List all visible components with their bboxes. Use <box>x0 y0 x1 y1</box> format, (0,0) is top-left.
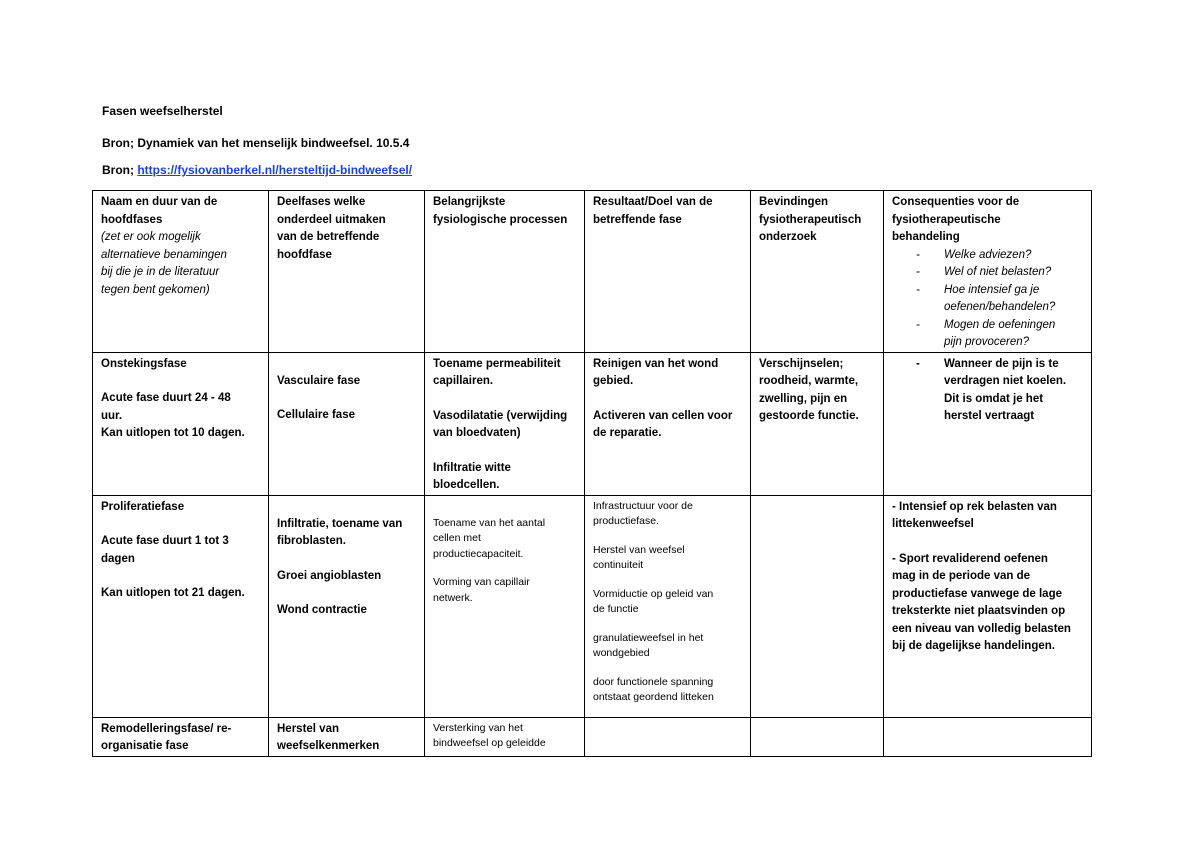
cell-findings <box>751 495 884 717</box>
list-item: - Mogen de oefeningen pijn provoceren? <box>916 318 1056 348</box>
phases-table <box>92 190 1092 757</box>
table-row-proliferation <box>93 495 1092 717</box>
cell-findings <box>751 717 884 756</box>
cell-processes: Versterking van het bindweefsel op geleidde <box>425 717 585 756</box>
cell-phase-name: Onstekingsfase Acute fase duurt 24 - 48 uur. Kan uitlopen tot 10 dagen. <box>93 352 269 495</box>
source-link[interactable]: https://fysiovanberkel.nl/hersteltijd-bindweefsel/ <box>137 163 413 177</box>
header-cell-consequences: Consequenties voor de fysiotherapeutische behandeling - Welke adviezen? - Wel of niet belasten? - Hoe intensief ga je oefenen/behandelen? - Mogen de oefeningen pijn provoceren? <box>884 191 1092 353</box>
cell-phase-name: Proliferatiefase Acute fase duurt 1 tot 3 dagen Kan uitlopen tot 21 dagen. <box>93 495 269 717</box>
table-row-remodelling <box>93 717 1092 756</box>
header-cell-subphases: Deelfases welke onderdeel uitmaken van de betreffende hoofdfase <box>269 191 425 353</box>
cell-result <box>585 717 751 756</box>
cell-consequences: - Intensief op rek belasten van littekenweefsel - Sport revaliderend oefenen mag in de periode van de productiefase vanwege de lage treksterkte niet plaatsvinden op een niveau van volledig belasten bij de dagelijkse handelingen. <box>884 495 1092 717</box>
cell-subphases: Herstel van weefselkenmerken <box>269 717 425 756</box>
header-cell-result: Resultaat/Doel van de betreffende fase <box>585 191 751 353</box>
list-item: - Wel of niet belasten? <box>916 266 1052 278</box>
cell-phase-name: Remodelleringsfase/ re- organisatie fase <box>93 717 269 756</box>
list-item: - Wanneer de pijn is te verdragen niet koelen. Dit is omdat je het herstel vertraagt <box>916 357 1067 422</box>
cell-findings: Verschijnselen; roodheid, warmte, zwelling, pijn en gestoorde functie. <box>751 352 884 495</box>
list-item: - Hoe intensief ga je oefenen/behandelen? <box>916 283 1056 313</box>
cell-processes: Toename van het aantal cellen met productiecapaciteit. Vorming van capillair netwerk. <box>425 495 585 717</box>
cell-subphases: Vasculaire fase Cellulaire fase <box>269 352 425 495</box>
header-cell-findings: Bevindingen fysiotherapeutisch onderzoek <box>751 191 884 353</box>
consequence-list <box>892 356 1083 426</box>
table-header-row <box>93 191 1092 353</box>
list-item: - Welke adviezen? <box>916 248 1032 261</box>
cell-processes: Toename permeabiliteit capillairen. Vasodilatatie (verwijding van bloedvaten) Infiltratie witte bloedcellen. <box>425 352 585 495</box>
cell-result: Infrastructuur voor de productiefase. Herstel van weefsel continuiteit Vormiductie op geleid van de functie granulatieweefsel in het wondgebied door functionele spanning ontstaat geordend litteken <box>585 495 751 717</box>
source-line-2 <box>102 163 412 177</box>
header-cell-processes: Belangrijkste fysiologische processen <box>425 191 585 353</box>
consequence-questions-list <box>892 247 1083 352</box>
source-prefix: Bron; <box>102 163 138 177</box>
cell-consequences <box>884 717 1092 756</box>
cell-consequences <box>884 352 1092 495</box>
cell-subphases: Infiltratie, toename van fibroblasten. Groei angioblasten Wond contractie <box>269 495 425 717</box>
cell-result: Reinigen van het wond gebied. Activeren van cellen voor de reparatie. <box>585 352 751 495</box>
table-row-inflammation <box>93 352 1092 495</box>
source-line-1: Bron; Dynamiek van het menselijk bindweefsel. 10.5.4 <box>102 136 410 150</box>
document-title: Fasen weefselherstel <box>102 104 223 118</box>
header-cell-phase-name: Naam en duur van de hoofdfases (zet er ook mogelijk alternatieve benamingen bij die je in de literatuur tegen bent gekomen) <box>93 191 269 353</box>
